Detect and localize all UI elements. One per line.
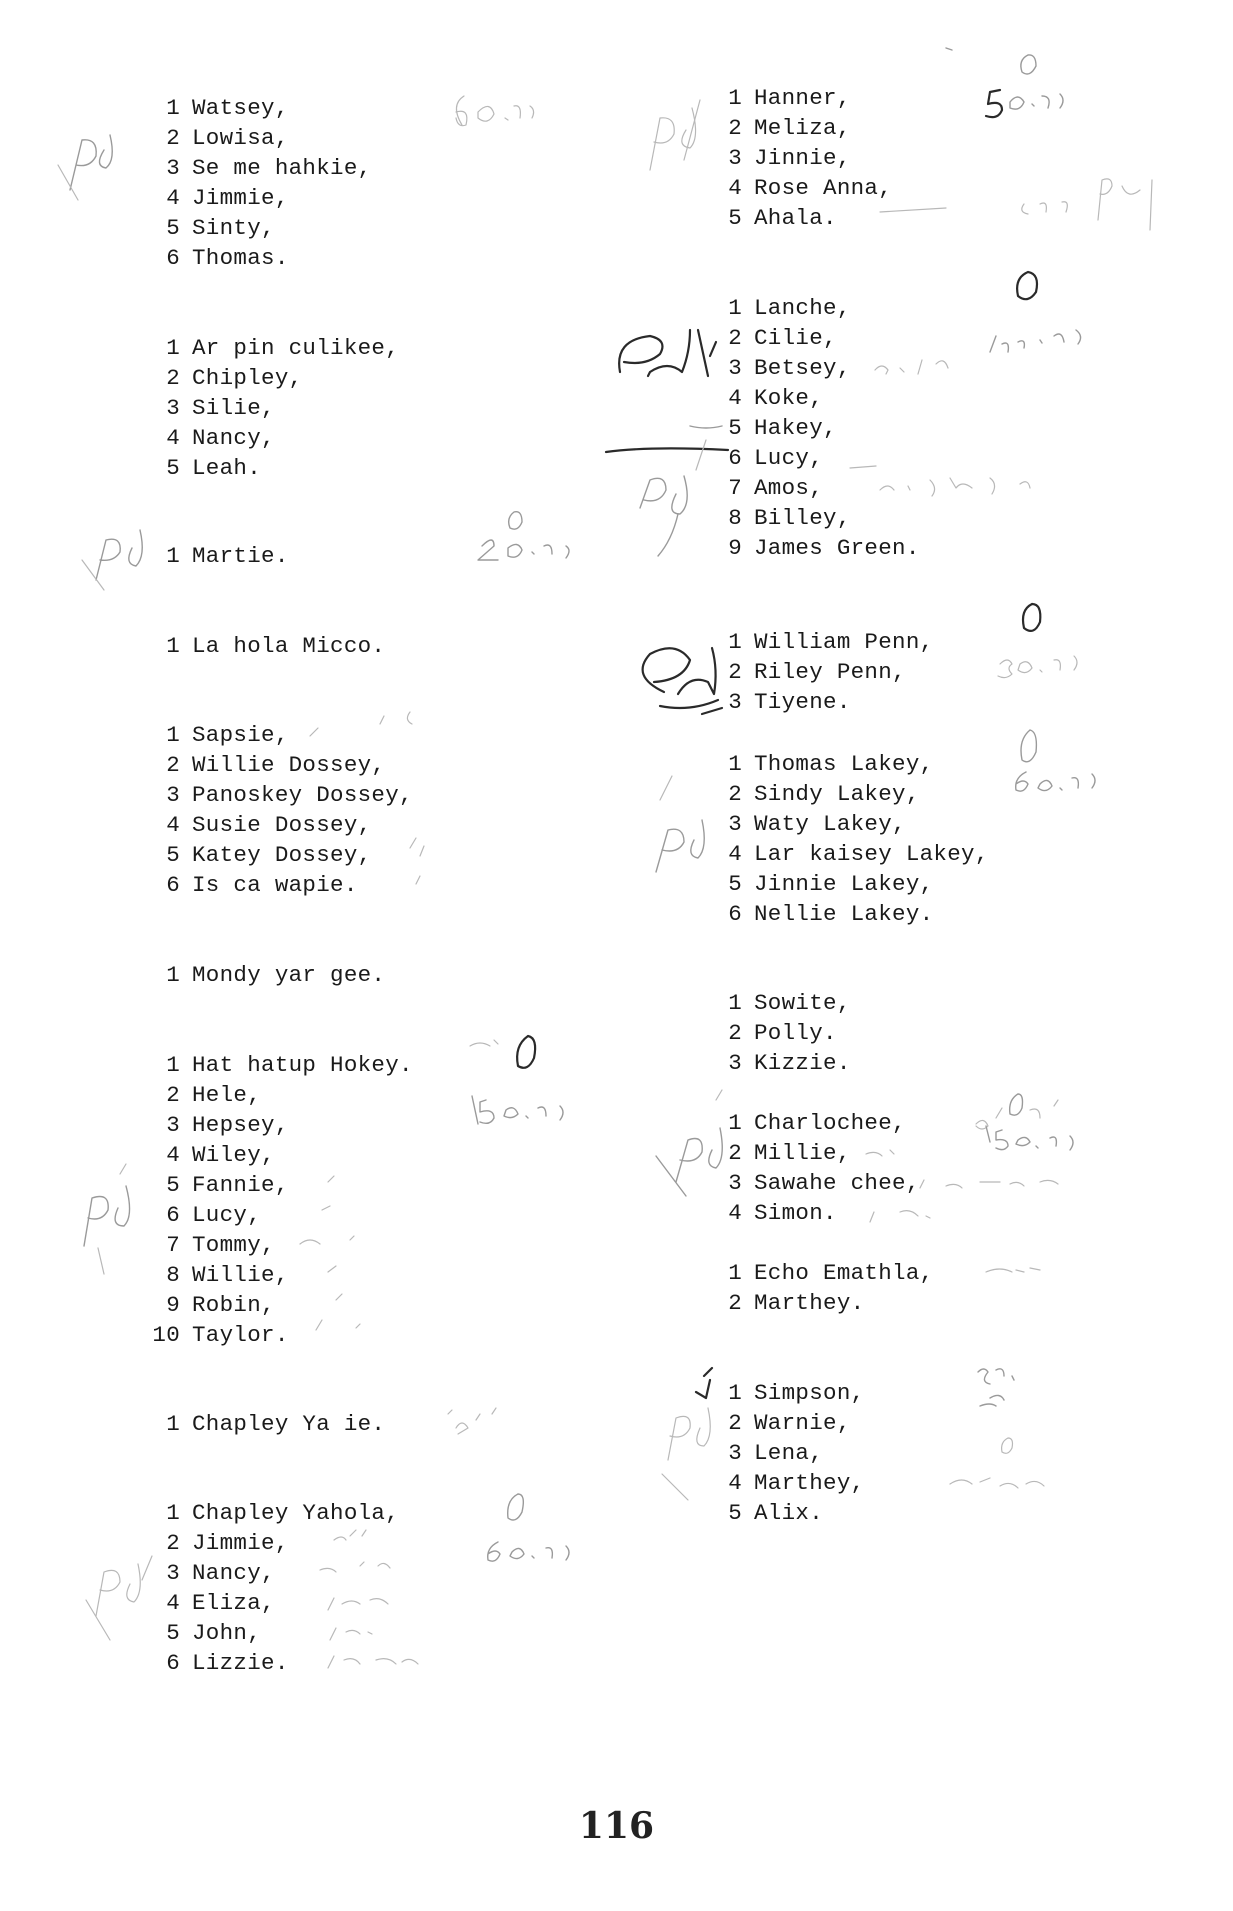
zero-mark-hokey <box>517 1036 535 1068</box>
pd-mark-hokey <box>84 1164 130 1274</box>
list-item: 3 Panoskey Dossey, <box>166 782 413 808</box>
family-group-martie <box>150 541 289 571</box>
family-group-lakey <box>712 749 989 929</box>
list-item: 5 Fannie, <box>166 1172 289 1198</box>
list-item: 5 Leah. <box>166 455 262 481</box>
list-item: 6 Is ca wapie. <box>166 872 358 898</box>
pd-mark-lanche <box>619 330 716 376</box>
list-item: 4 Eliza, <box>166 1590 275 1616</box>
pd-mark-lanche-lower <box>640 440 706 556</box>
zero-mark-lanche <box>1017 272 1037 299</box>
list-item: 2 Meliza, <box>728 115 851 141</box>
list-item: 1 Chapley Yahola, <box>166 1500 400 1526</box>
pd-mark-lakey <box>656 776 704 872</box>
list-item: 1 Hanner, <box>728 85 851 111</box>
list-item: 2 Warnie, <box>728 1410 851 1436</box>
amount-mark-martie <box>478 540 569 560</box>
family-group-chapley-yaie <box>150 1409 385 1439</box>
list-item: 4 Rose Anna, <box>728 175 893 201</box>
list-item: 2 Marthey. <box>728 1290 865 1316</box>
family-group-charlochee <box>712 1108 920 1228</box>
list-item: 4 Marthey, <box>728 1470 865 1496</box>
list-item: 3 Hepsey, <box>166 1112 289 1138</box>
list-item: 2 Chipley, <box>166 365 303 391</box>
family-group-sowite <box>712 988 851 1078</box>
family-group-simpson <box>712 1378 864 1528</box>
family-group-sapsie <box>150 720 413 900</box>
list-item: 3 Kizzie. <box>728 1050 851 1076</box>
list-item: 2 Lowisa, <box>166 125 289 151</box>
list-item: 4 Nancy, <box>166 425 275 451</box>
list-item: 1 Mondy yar gee. <box>166 962 386 988</box>
pd-mark-yahola <box>86 1556 152 1640</box>
list-item: 1 Chapley Ya ie. <box>166 1411 386 1437</box>
list-item: 1 William Penn, <box>728 629 934 655</box>
amount-mark-lakey <box>1016 772 1095 791</box>
list-item: 1 Watsey, <box>166 95 289 121</box>
list-item: 1 Sapsie, <box>166 722 289 748</box>
list-item: 2 Polly. <box>728 1020 837 1046</box>
amount-mark-yahola <box>488 1542 569 1561</box>
list-item: 6 Lucy, <box>166 1202 262 1228</box>
note-mark-marthey <box>950 1478 1044 1488</box>
list-item: 1 Sowite, <box>728 990 851 1016</box>
pd-mark-hanner <box>650 100 700 170</box>
zero-mark-martie <box>509 512 522 529</box>
list-item: 6 Lizzie. <box>166 1650 289 1676</box>
list-item: 5 Jinnie Lakey, <box>728 871 934 897</box>
note-mark-echo <box>986 1268 1040 1272</box>
list-item: 2 Millie, <box>728 1140 851 1166</box>
list-item: 5 Alix. <box>728 1500 824 1526</box>
family-group-lanche <box>712 293 920 563</box>
pd-mark-martie <box>82 530 142 590</box>
note-mark-sawahe <box>920 1180 1058 1188</box>
amount-mark-watsey <box>456 96 534 126</box>
pd-mark-simpson <box>662 1408 710 1500</box>
speck-mark-top <box>946 48 952 50</box>
list-item: 2 Willie Dossey, <box>166 752 386 778</box>
list-item: 3 Se me hahkie, <box>166 155 372 181</box>
family-group-watsey <box>150 93 371 273</box>
zero-mark-penn <box>1023 604 1040 631</box>
list-item: 1 Martie. <box>166 543 289 569</box>
list-item: 9 James Green. <box>728 535 920 561</box>
list-item: 3 Sawahe chee, <box>728 1170 920 1196</box>
family-group-hanner <box>712 83 892 233</box>
list-item: 2 Cilie, <box>728 325 837 351</box>
list-item: 10 Taylor. <box>152 1322 289 1348</box>
list-item: 3 Betsey, <box>728 355 851 381</box>
zero-mark-hanner <box>1021 55 1036 74</box>
list-item: 8 Billey, <box>728 505 851 531</box>
family-group-lahola <box>150 631 385 661</box>
amount-mark-hokey <box>472 1096 563 1124</box>
list-item: 7 Tommy, <box>166 1232 275 1258</box>
pd-mark-penn <box>643 648 722 714</box>
check-mark-simpson <box>696 1368 712 1398</box>
list-item: 3 Silie, <box>166 395 275 421</box>
list-item: 5 Hakey, <box>728 415 837 441</box>
list-item: 2 Jimmie, <box>166 1530 289 1556</box>
list-item: 5 Sinty, <box>166 215 275 241</box>
amount-mark-charlochee <box>976 1100 1073 1150</box>
family-group-penn <box>712 627 933 717</box>
list-item: 3 Waty Lakey, <box>728 811 906 837</box>
list-item: 1 Ar pin culikee, <box>166 335 400 361</box>
list-item: 2 Riley Penn, <box>728 659 906 685</box>
list-item: 1 Lanche, <box>728 295 851 321</box>
list-item: 2 Sindy Lakey, <box>728 781 920 807</box>
list-item: 8 Willie, <box>166 1262 289 1288</box>
underline-mark-lanche <box>606 448 728 452</box>
list-item: 1 Charlochee, <box>728 1110 906 1136</box>
list-item: 4 Lar kaisey Lakey, <box>728 841 989 867</box>
list-item: 1 Simpson, <box>728 1380 865 1406</box>
zero-mark-simpson <box>1002 1438 1013 1453</box>
list-item: 5 Katey Dossey, <box>166 842 372 868</box>
family-group-arpin <box>150 333 399 483</box>
note-mark-chapley-yaie <box>448 1408 496 1434</box>
list-item: 1 Echo Emathla, <box>728 1260 934 1286</box>
amount-mark-hanner <box>986 90 1063 117</box>
family-group-echo <box>712 1258 933 1318</box>
list-item: 4 Jimmie, <box>166 185 289 211</box>
family-group-mondy <box>150 960 385 990</box>
list-item: 6 Nellie Lakey. <box>728 901 934 927</box>
note-mark-ahala <box>1022 179 1152 230</box>
list-item: 3 Jinnie, <box>728 145 851 171</box>
list-item: 3 Lena, <box>728 1440 824 1466</box>
list-item: 6 Thomas. <box>166 245 289 271</box>
list-item: 4 Koke, <box>728 385 824 411</box>
list-item: 5 John, <box>166 1620 262 1646</box>
page-number: 116 <box>578 1805 655 1847</box>
list-item: 4 Simon. <box>728 1200 837 1226</box>
list-item: 5 Ahala. <box>728 205 837 231</box>
list-item: 4 Susie Dossey, <box>166 812 372 838</box>
note-mark-simpson <box>978 1369 1014 1406</box>
list-item: 9 Robin, <box>166 1292 275 1318</box>
pd-mark-watsey <box>58 135 112 200</box>
list-item: 4 Wiley, <box>166 1142 275 1168</box>
list-item: 1 La hola Micco. <box>166 633 386 659</box>
zero-mark-charlochee <box>1010 1094 1023 1115</box>
note-mark-hokey <box>470 1040 498 1046</box>
list-item: 1 Hat hatup Hokey. <box>166 1052 413 1078</box>
list-item: 6 Lucy, <box>728 445 824 471</box>
family-group-hokey <box>150 1050 413 1350</box>
list-item: 3 Tiyene. <box>728 689 851 715</box>
zero-mark-lakey <box>1021 730 1036 762</box>
family-group-chapley-yahola <box>150 1498 399 1678</box>
amount-mark-penn <box>998 656 1077 678</box>
list-item: 1 Thomas Lakey, <box>728 751 934 777</box>
list-item: 7 Amos, <box>728 475 824 501</box>
zero-mark-yahola <box>508 1494 524 1520</box>
list-item: 2 Hele, <box>166 1082 262 1108</box>
list-item: 3 Nancy, <box>166 1560 275 1586</box>
